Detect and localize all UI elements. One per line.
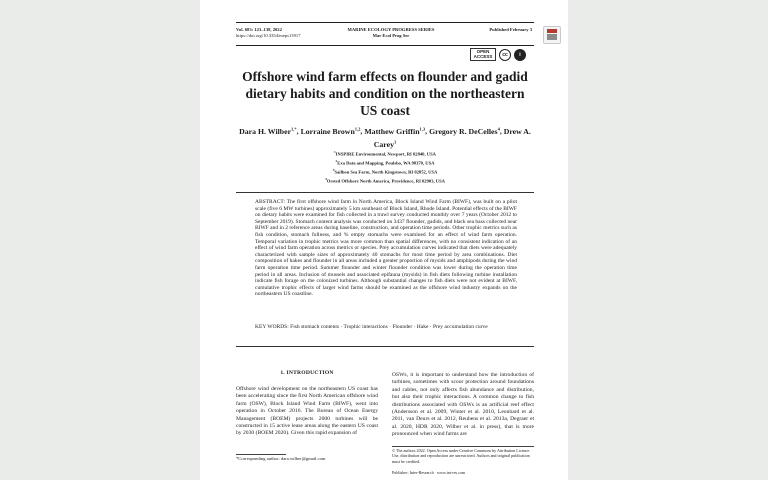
body-text-right: OSWs, it is important to understand how the introduction of turbines, sometimes with scour protection around foundations and cables, not only affects fish abundance and distribution, but also their trophic interactions. A common change to fish distributions associated with OSWs is an artificial reef effect (Andersson et al. 2009, Winter et al. 2010, Leonhard et al. 2011, van Deurs et al. 2012, Reubens et al. 2013a, Degraer et al. 2020, HDR 2020, Wilber et al. in press), that is more pronounced when wind farms are (392, 372, 534, 438)
paper-title: Offshore wind farm effects on flounder and gadid dietary habits and condition on the northeastern US coast (242, 69, 528, 118)
journal-header (236, 22, 534, 46)
library-icon[interactable] (543, 26, 561, 44)
doi-link[interactable]: https://doi.org/10.3354/meps13917 (236, 33, 301, 38)
affiliation: $^2$Exa Data and Mapping, Poulsbo, WA 98370, USA (335, 159, 435, 166)
affiliation: $^1$INSPIRE Environmental, Newport, RI 02840, USA (334, 150, 436, 157)
published-date: Published February 3 (489, 27, 532, 32)
journal-title: MARINE ECOLOGY PROGRESS SERIES (347, 27, 435, 32)
author-list: Dara H. Wilber$^{1,*}$, Lorraine Brown$^{1,2}$, Matthew Griffin$^{1,3}$, Gregory R. DeCelles$^4$, Drew A. Carey$^1$ (239, 126, 531, 150)
affiliation: $^3$Sailbon Sea Farm, North Kingstown, RI 02852, USA (332, 168, 438, 175)
publisher-line: Publisher: Inter-Research · www.int-res.com (392, 470, 466, 475)
license-badges (470, 48, 526, 61)
creative-commons-icon[interactable]: cc (499, 49, 511, 61)
journal-abbr: Mar Ecol Prog Ser (372, 33, 410, 38)
affiliation: $^4$Orsted Offshore North America, Providence, RI 02903, USA (325, 177, 445, 184)
section-heading: 1. INTRODUCTION (280, 370, 334, 376)
copyright-rule (392, 446, 534, 447)
abstract-bottom-rule (236, 346, 534, 347)
footnote-rule (236, 454, 286, 455)
volume-info (236, 27, 326, 39)
author: Drew A. Carey$^1$ (373, 126, 531, 150)
author: Dara H. Wilber$^{1,*}$ (239, 126, 297, 136)
author: Lorraine Brown$^{1,2}$ (300, 126, 361, 136)
author: Matthew Griffin$^{1,3}$ (364, 126, 426, 136)
paper-page (200, 0, 568, 480)
copyright-notice: © The authors 2022. Open Access under Creative Commons by Attribution Licence. Use, distribution and reproduction are unrestricted. Authors and original publication must be credited. (392, 448, 531, 464)
abstract-top-rule (236, 192, 534, 193)
affiliations (236, 149, 534, 185)
body-text-left: Offshore wind development on the northeastern US coast has been accelerating since the first North American offshore wind farm (OSW), Block Island Wind Farm (BIWF), went into operation in October 2016. The Bureau of Ocean Energy Management (BOEM) projects 2000 turbines will be constructed in 15 active lease areas along the eastern US coast by 2030 (BOEM 2020). Given this rapid expansion of (236, 386, 378, 437)
abstract: ABSTRACT: The first offshore wind farm in North America, Block Island Wind Farm (BIWF), was built on a pilot scale (five 6 MW turbines) approximately 5 km southeast of Block Island, Rhode Island. Potential effects of the BIWF on dietary habits were examined for fish collected in a trawl survey conducted monthly over 7 years (October 2012 to September 2019). Stomach content analysis was conducted on 3437 flounder, gadids, and black sea bass collected near BIWF and in 2 reference areas during baseline, construction, and operation time periods. Other trophic metrics such as fish condition, stomach fullness, and % empty stomachs were examined for an effect of wind farm operation. Temporal variation in trophic metrics was more common than spatial differences, with no consistent indication of an effect of wind farm operation across metrics or species. Prey accumulation curves indicated that diets were adequately characterized with sample sizes of approximately 40 stomachs for most time period by area combinations. Diet composition of hakes and flounder in all areas included a greater proportion of mysids and amphipods during the wind farm operation time period. Summer flounder and winter flounder condition was lower during the operation time period in all areas. Inclusion of mussels and associated epifauna (mysids) in fish diets following turbine installation indicate fish forage on the colonized turbines. Although substantial changes to fish diets were not evident at BIWF, cumulative trophic effects of larger wind farms should be examined as the offshore wind industry expands on the northeastern US coastline. (255, 199, 517, 298)
corresponding-author-footnote: *Corresponding author: dara.wilber@gmail.com (236, 456, 326, 461)
author: Gregory R. DeCelles$^4$ (429, 126, 500, 136)
journal-name (336, 27, 446, 39)
attribution-icon[interactable]: i (514, 49, 526, 61)
open-access-badge[interactable]: OPEN ACCESS (470, 48, 496, 61)
volume-line: Vol. 683: 123–138, 2022 (236, 27, 282, 32)
keywords: KEY WORDS: Fish stomach contents · Trophic interactions · Flounder · Hake · Prey accumulation curve (255, 324, 488, 330)
